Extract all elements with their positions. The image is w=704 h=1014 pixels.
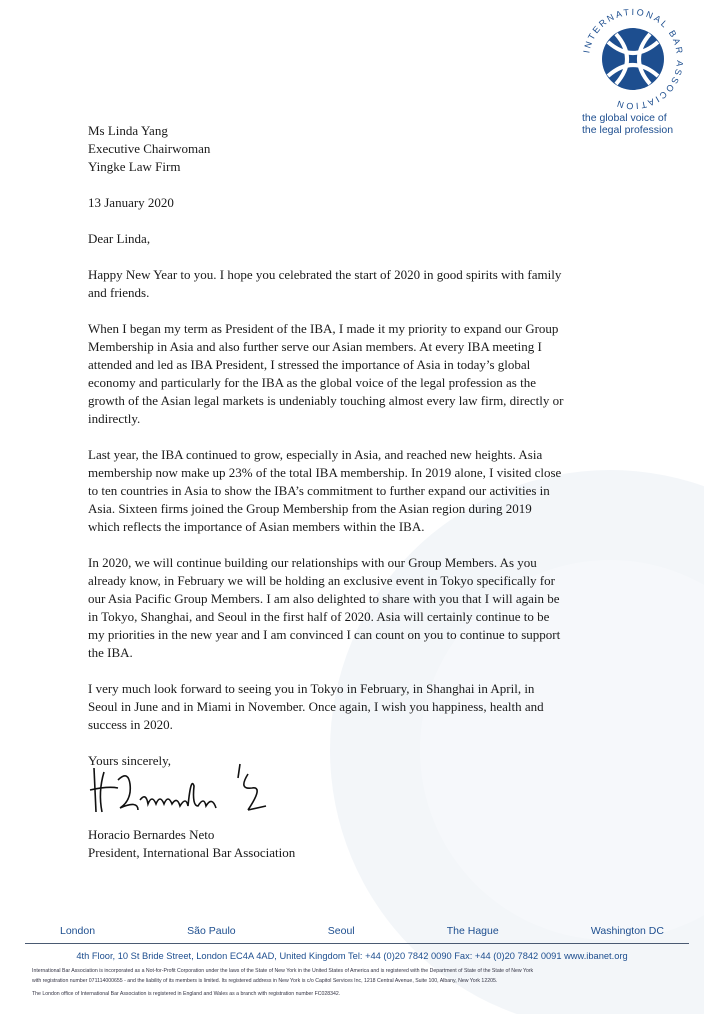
footer-address: 4th Floor, 10 St Bride Street, London EC4A 4AD, United Kingdom Tel: +44 (0)20 7842 0090 Fax: +44 (0)20 7842 0091 www.ibanet.org	[76, 951, 628, 961]
tagline-line: the global voice of	[582, 112, 667, 124]
signer-block	[88, 826, 295, 862]
body-paragraph	[88, 680, 608, 734]
paragraph-line: When I began my term as President of the IBA, I made it my priority to expand our Group	[88, 321, 559, 336]
city-washington-dc: Washington DC	[590, 925, 664, 937]
paragraph-line: economy and particularly for the IBA as the global voice of the legal profession as the	[88, 375, 536, 390]
footer-divider	[25, 943, 689, 944]
paragraph-line: membership now make up 23% of the total IBA membership. In 2019 alone, I visited close	[88, 465, 562, 480]
paragraph-line: our Asia Pacific Group Members. I am also delighted to share with you that I will again be	[88, 591, 560, 606]
paragraph-line: to ten countries in Asia to show the IBA’s commitment to further expand our activities in	[88, 483, 550, 498]
paragraph-line: and friends.	[88, 285, 150, 300]
tagline-line: the legal profession	[582, 124, 674, 136]
paragraph-line: attended and led as IBA President, I stressed the importance of Asia in today’s global	[88, 357, 531, 372]
paragraph-line: in Tokyo, Shanghai, and Seoul in the first half of 2020. Asia will certainly continue to be	[88, 609, 550, 624]
paragraph-line: Membership in Asia and also further serve our Asian members. At every IBA meeting I	[88, 339, 542, 354]
legal-notice-1: International Bar Association is incorporated as a Not-for-Profit Corporation under the laws of the State of New York in the United States of America and is registered with the Department of State of the State of New York	[32, 968, 534, 974]
paragraph-line: Last year, the IBA continued to grow, especially in Asia, and reached new heights. Asia	[88, 447, 543, 462]
paragraph-line: my priorities in the new year and I am convinced I can count on you to continue to support	[88, 627, 561, 642]
body-paragraph	[88, 266, 608, 302]
legal-notice-3: The London office of International Bar Association is registered in England and Wales as a branch with registration number FC028342.	[32, 991, 341, 997]
recipient-firm: Yingke Law Firm	[88, 159, 181, 174]
paragraph-line: the IBA.	[88, 645, 133, 660]
salutation: Dear Linda,	[88, 231, 151, 246]
paragraph-line: In 2020, we will continue building our relationships with our Group Members. As you	[88, 555, 537, 570]
city-london: London	[60, 925, 96, 937]
svg-text:INTERNATIONAL BAR ASSOCIATION: INTERNATIONAL BAR ASSOCIATION	[581, 6, 686, 112]
letter-date: 13 January 2020	[88, 195, 174, 210]
letter-body	[88, 122, 608, 788]
body-paragraph	[88, 554, 608, 662]
signer-title: President, International Bar Association	[88, 845, 296, 860]
iba-logo	[578, 4, 688, 114]
paragraph-line: Happy New Year to you. I hope you celebrated the start of 2020 in good spirits with family	[88, 267, 562, 282]
city-sao-paulo: São Paulo	[187, 925, 236, 937]
signature	[88, 760, 288, 820]
paragraph-line: already know, in February we will be holding an exclusive event in Tokyo specifically for	[88, 573, 555, 588]
city-seoul: Seoul	[327, 925, 355, 937]
paragraph-line: I very much look forward to seeing you in Tokyo in February, in Shanghai in April, in	[88, 681, 535, 696]
signer-name: Horacio Bernardes Neto	[88, 827, 215, 842]
city-the-hague: The Hague	[446, 925, 499, 937]
paragraph-line: growth of the Asian legal markets is undeniably touching almost every law firm, directly or	[88, 393, 564, 408]
paragraph-line: which reflects the importance of Asian members within the IBA.	[88, 519, 425, 534]
body-paragraph	[88, 446, 608, 536]
recipient-address	[88, 122, 608, 176]
body-paragraph	[88, 320, 608, 428]
recipient-name: Ms Linda Yang	[88, 123, 168, 138]
paragraph-line: indirectly.	[88, 411, 141, 426]
office-cities	[60, 925, 664, 937]
legal-notice-2: with registration number 071114000655 - and the liability of its members is limited. Its registered address in New York is c/o Capitol Services Inc, 1218 Central Avenue, Suite 100, Albany, New York 12205.	[32, 978, 498, 984]
paragraph-line: Seoul in June and in Miami in November. Once again, I wish you happiness, health and	[88, 699, 544, 714]
paragraph-line: Asia. Sixteen firms joined the Group Membership from the Asian region during 2019	[88, 501, 532, 516]
closing: Yours sincerely,	[88, 753, 172, 768]
paragraph-line: success in 2020.	[88, 717, 173, 732]
letter-paragraphs	[88, 266, 608, 734]
recipient-title: Executive Chairwoman	[88, 141, 211, 156]
